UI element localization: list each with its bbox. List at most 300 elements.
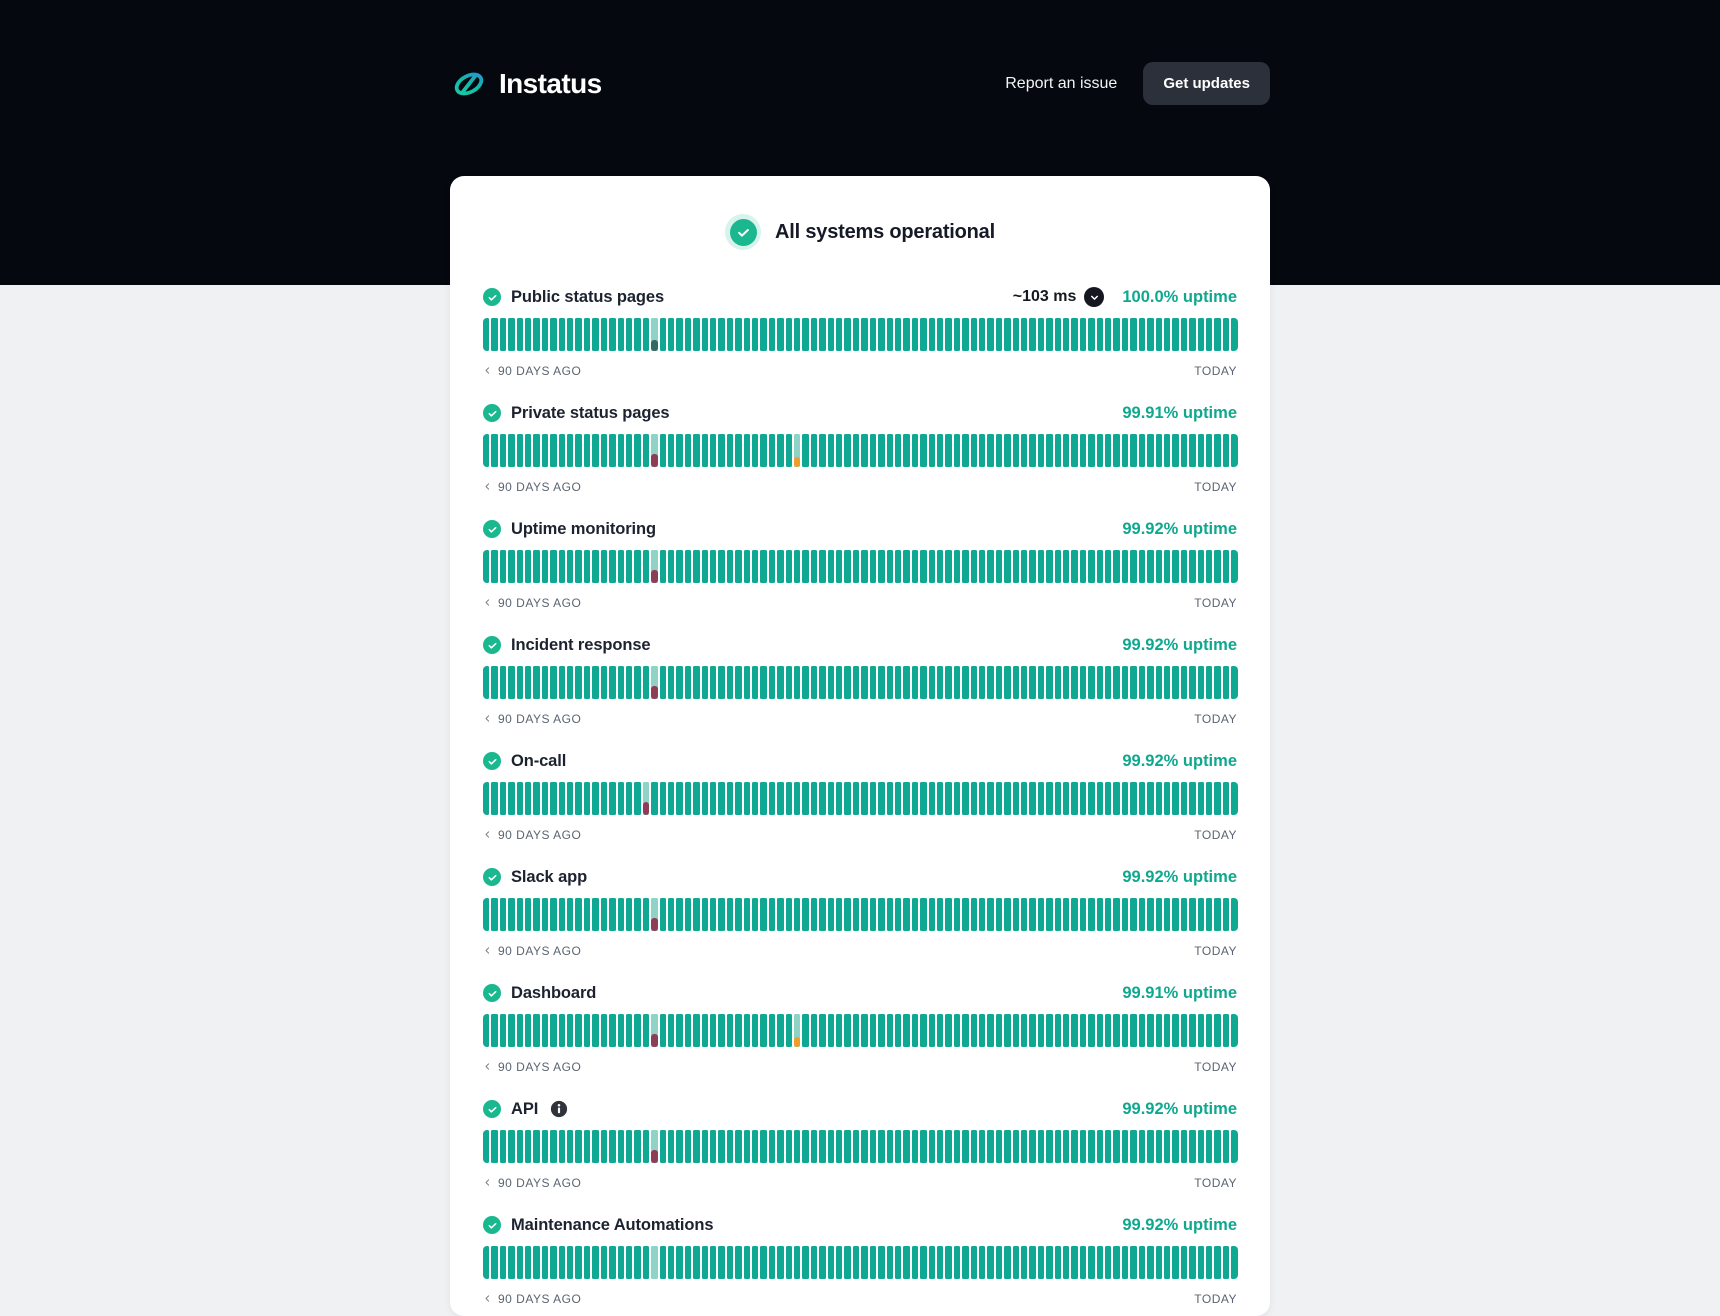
uptime-bar[interactable] — [676, 782, 682, 815]
uptime-bar[interactable] — [1139, 1246, 1145, 1279]
uptime-bar[interactable] — [651, 1014, 657, 1047]
uptime-bar[interactable] — [769, 898, 775, 931]
uptime-bar[interactable] — [878, 1130, 884, 1163]
uptime-bar[interactable] — [626, 1130, 632, 1163]
uptime-bar[interactable] — [1122, 782, 1128, 815]
uptime-bar[interactable] — [1189, 898, 1195, 931]
uptime-bar[interactable] — [651, 782, 657, 815]
uptime-bar[interactable] — [634, 782, 640, 815]
uptime-bar[interactable] — [651, 550, 657, 583]
uptime-bar[interactable] — [844, 1014, 850, 1047]
uptime-bar[interactable] — [828, 550, 834, 583]
uptime-bar[interactable] — [685, 666, 691, 699]
uptime-bar[interactable] — [794, 1246, 800, 1279]
uptime-bar[interactable] — [1113, 666, 1119, 699]
uptime-bar[interactable] — [887, 1014, 893, 1047]
uptime-bar[interactable] — [517, 666, 523, 699]
uptime-bar[interactable] — [601, 318, 607, 351]
uptime-bar[interactable] — [1080, 666, 1086, 699]
uptime-bar[interactable] — [878, 898, 884, 931]
uptime-bar[interactable] — [710, 550, 716, 583]
uptime-bar[interactable] — [559, 898, 565, 931]
uptime-bar[interactable] — [777, 1014, 783, 1047]
uptime-bar[interactable] — [491, 1130, 497, 1163]
uptime-bar[interactable] — [727, 1246, 733, 1279]
uptime-bar[interactable] — [618, 434, 624, 467]
uptime-bar[interactable] — [1038, 550, 1044, 583]
uptime-bar[interactable] — [887, 550, 893, 583]
uptime-bar[interactable] — [660, 898, 666, 931]
uptime-bar[interactable] — [626, 1014, 632, 1047]
uptime-bar[interactable] — [760, 434, 766, 467]
uptime-bar[interactable] — [962, 1130, 968, 1163]
uptime-bar[interactable] — [1139, 550, 1145, 583]
uptime-bar[interactable] — [836, 666, 842, 699]
uptime-bar[interactable] — [718, 1246, 724, 1279]
uptime-bar[interactable] — [483, 898, 489, 931]
uptime-bar[interactable] — [1223, 550, 1229, 583]
uptime-bar[interactable] — [1071, 434, 1077, 467]
uptime-bar[interactable] — [1088, 550, 1094, 583]
uptime-bar[interactable] — [483, 550, 489, 583]
uptime-bar[interactable] — [1172, 1246, 1178, 1279]
uptime-bar[interactable] — [1046, 666, 1052, 699]
uptime-bar[interactable] — [668, 1246, 674, 1279]
uptime-bar[interactable] — [979, 1246, 985, 1279]
uptime-bar[interactable] — [1130, 782, 1136, 815]
uptime-bar[interactable] — [1004, 666, 1010, 699]
uptime-bar[interactable] — [1172, 666, 1178, 699]
uptime-bar[interactable] — [752, 898, 758, 931]
uptime-bar[interactable] — [685, 434, 691, 467]
uptime-bar[interactable] — [702, 318, 708, 351]
uptime-bar[interactable] — [836, 898, 842, 931]
uptime-bar[interactable] — [828, 1246, 834, 1279]
uptime-bar[interactable] — [971, 898, 977, 931]
uptime-bar[interactable] — [575, 318, 581, 351]
uptime-bar[interactable] — [685, 318, 691, 351]
uptime-bar[interactable] — [1139, 1014, 1145, 1047]
uptime-bar[interactable] — [1181, 782, 1187, 815]
uptime-bar[interactable] — [1004, 1130, 1010, 1163]
uptime-bar[interactable] — [1088, 318, 1094, 351]
uptime-bar[interactable] — [1105, 318, 1111, 351]
uptime-bar[interactable] — [752, 434, 758, 467]
uptime-bar[interactable] — [693, 1130, 699, 1163]
uptime-bar[interactable] — [1122, 318, 1128, 351]
uptime-bar[interactable] — [853, 898, 859, 931]
uptime-bar[interactable] — [685, 782, 691, 815]
uptime-bar[interactable] — [802, 1246, 808, 1279]
uptime-bar[interactable] — [920, 1014, 926, 1047]
uptime-bar[interactable] — [962, 666, 968, 699]
uptime-bar[interactable] — [962, 1014, 968, 1047]
uptime-bar[interactable] — [676, 666, 682, 699]
uptime-bar[interactable] — [853, 782, 859, 815]
uptime-bar[interactable] — [508, 898, 514, 931]
uptime-bar[interactable] — [1139, 318, 1145, 351]
uptime-bar[interactable] — [601, 550, 607, 583]
uptime-bar[interactable] — [542, 434, 548, 467]
uptime-bar[interactable] — [1004, 550, 1010, 583]
uptime-bar[interactable] — [836, 1246, 842, 1279]
uptime-bar[interactable] — [945, 898, 951, 931]
uptime-bar[interactable] — [1021, 318, 1027, 351]
uptime-bar[interactable] — [651, 318, 657, 351]
uptime-bar[interactable] — [584, 666, 590, 699]
uptime-bar[interactable] — [794, 434, 800, 467]
uptime-bar[interactable] — [1147, 318, 1153, 351]
uptime-bar[interactable] — [567, 898, 573, 931]
uptime-bar[interactable] — [508, 1246, 514, 1279]
uptime-bar[interactable] — [1198, 782, 1204, 815]
uptime-bar[interactable] — [937, 318, 943, 351]
uptime-bar[interactable] — [971, 550, 977, 583]
uptime-bar[interactable] — [903, 318, 909, 351]
uptime-bar[interactable] — [937, 1130, 943, 1163]
uptime-bar[interactable] — [718, 318, 724, 351]
uptime-bar[interactable] — [710, 782, 716, 815]
uptime-bar[interactable] — [508, 1014, 514, 1047]
uptime-bar[interactable] — [1071, 550, 1077, 583]
uptime-bar[interactable] — [996, 434, 1002, 467]
uptime-bar[interactable] — [962, 434, 968, 467]
uptime-bar[interactable] — [702, 1246, 708, 1279]
uptime-bar[interactable] — [1088, 1014, 1094, 1047]
uptime-bar[interactable] — [1156, 898, 1162, 931]
uptime-bar[interactable] — [945, 1130, 951, 1163]
uptime-bar[interactable] — [542, 1130, 548, 1163]
uptime-bar[interactable] — [954, 1130, 960, 1163]
uptime-bar[interactable] — [634, 1246, 640, 1279]
uptime-bar[interactable] — [1105, 550, 1111, 583]
uptime-bar[interactable] — [533, 1130, 539, 1163]
uptime-bar[interactable] — [1029, 782, 1035, 815]
uptime-bar[interactable] — [954, 1014, 960, 1047]
uptime-bar[interactable] — [819, 1246, 825, 1279]
uptime-bar[interactable] — [668, 782, 674, 815]
uptime-bar[interactable] — [844, 434, 850, 467]
uptime-bar[interactable] — [592, 434, 598, 467]
uptime-bar[interactable] — [1013, 1130, 1019, 1163]
uptime-bar[interactable] — [735, 318, 741, 351]
uptime-bar[interactable] — [1172, 1014, 1178, 1047]
uptime-bar[interactable] — [609, 1246, 615, 1279]
uptime-bar[interactable] — [887, 1246, 893, 1279]
uptime-bar[interactable] — [668, 898, 674, 931]
uptime-bar[interactable] — [887, 1130, 893, 1163]
uptime-bar[interactable] — [1147, 1130, 1153, 1163]
uptime-bar[interactable] — [567, 434, 573, 467]
uptime-bar[interactable] — [954, 550, 960, 583]
uptime-bar[interactable] — [542, 666, 548, 699]
uptime-bar[interactable] — [676, 1130, 682, 1163]
uptime-bar[interactable] — [575, 666, 581, 699]
uptime-bar[interactable] — [651, 898, 657, 931]
uptime-bar[interactable] — [609, 434, 615, 467]
uptime-bar[interactable] — [634, 318, 640, 351]
uptime-bar[interactable] — [500, 898, 506, 931]
uptime-bar[interactable] — [861, 434, 867, 467]
uptime-bar[interactable] — [760, 1246, 766, 1279]
uptime-bar[interactable] — [861, 782, 867, 815]
uptime-bar[interactable] — [1164, 666, 1170, 699]
uptime-bar[interactable] — [1080, 898, 1086, 931]
uptime-bar[interactable] — [962, 318, 968, 351]
uptime-bar[interactable] — [903, 898, 909, 931]
uptime-bar[interactable] — [861, 318, 867, 351]
uptime-bar[interactable] — [550, 550, 556, 583]
uptime-bar[interactable] — [1080, 1014, 1086, 1047]
uptime-bar[interactable] — [878, 434, 884, 467]
uptime-bar[interactable] — [1122, 1014, 1128, 1047]
uptime-bar[interactable] — [668, 1130, 674, 1163]
uptime-bar[interactable] — [794, 782, 800, 815]
uptime-bar[interactable] — [676, 1246, 682, 1279]
uptime-bar[interactable] — [1156, 434, 1162, 467]
uptime-bar[interactable] — [929, 782, 935, 815]
uptime-bar[interactable] — [693, 434, 699, 467]
uptime-bar[interactable] — [1122, 434, 1128, 467]
uptime-bar[interactable] — [1038, 782, 1044, 815]
uptime-bar[interactable] — [752, 782, 758, 815]
uptime-bar[interactable] — [550, 434, 556, 467]
uptime-bar[interactable] — [878, 318, 884, 351]
uptime-bar[interactable] — [979, 1130, 985, 1163]
uptime-bar[interactable] — [1097, 782, 1103, 815]
uptime-bar[interactable] — [811, 1246, 817, 1279]
uptime-bar[interactable] — [1055, 1014, 1061, 1047]
uptime-bar[interactable] — [584, 434, 590, 467]
uptime-bar[interactable] — [517, 782, 523, 815]
uptime-bar[interactable] — [676, 550, 682, 583]
uptime-bar[interactable] — [987, 1246, 993, 1279]
uptime-bar[interactable] — [508, 550, 514, 583]
uptime-bar[interactable] — [1004, 898, 1010, 931]
uptime-bar[interactable] — [1214, 550, 1220, 583]
uptime-bar[interactable] — [643, 1246, 649, 1279]
uptime-bar[interactable] — [609, 782, 615, 815]
uptime-bar[interactable] — [920, 1130, 926, 1163]
uptime-bar[interactable] — [609, 898, 615, 931]
uptime-bar[interactable] — [844, 898, 850, 931]
uptime-bar[interactable] — [1080, 1130, 1086, 1163]
uptime-bar[interactable] — [727, 1130, 733, 1163]
uptime-bar[interactable] — [853, 434, 859, 467]
uptime-bar[interactable] — [643, 898, 649, 931]
uptime-bar[interactable] — [1231, 782, 1237, 815]
uptime-bar[interactable] — [769, 666, 775, 699]
uptime-bar[interactable] — [1139, 1130, 1145, 1163]
uptime-bar[interactable] — [542, 550, 548, 583]
uptime-bar[interactable] — [1206, 1130, 1212, 1163]
uptime-bar[interactable] — [1156, 318, 1162, 351]
uptime-bar[interactable] — [626, 782, 632, 815]
uptime-bar[interactable] — [1088, 666, 1094, 699]
uptime-bar[interactable] — [760, 782, 766, 815]
uptime-bar[interactable] — [760, 1130, 766, 1163]
uptime-bar[interactable] — [542, 782, 548, 815]
uptime-bar[interactable] — [786, 898, 792, 931]
uptime-bar[interactable] — [987, 1014, 993, 1047]
uptime-bar[interactable] — [962, 1246, 968, 1279]
uptime-bar[interactable] — [618, 898, 624, 931]
uptime-bar[interactable] — [1063, 1246, 1069, 1279]
brand[interactable] — [450, 65, 602, 103]
uptime-bar[interactable] — [954, 318, 960, 351]
uptime-bar[interactable] — [1097, 318, 1103, 351]
uptime-bar[interactable] — [1071, 1014, 1077, 1047]
uptime-bar[interactable] — [861, 1246, 867, 1279]
uptime-bar[interactable] — [996, 898, 1002, 931]
uptime-bar[interactable] — [903, 1246, 909, 1279]
uptime-bar[interactable] — [1038, 666, 1044, 699]
uptime-bar[interactable] — [861, 898, 867, 931]
uptime-bar[interactable] — [786, 434, 792, 467]
uptime-bar[interactable] — [668, 318, 674, 351]
uptime-bar[interactable] — [584, 318, 590, 351]
uptime-bar[interactable] — [693, 666, 699, 699]
uptime-bar[interactable] — [828, 898, 834, 931]
uptime-bar[interactable] — [685, 1130, 691, 1163]
uptime-bar[interactable] — [979, 782, 985, 815]
uptime-bar[interactable] — [668, 550, 674, 583]
uptime-bar[interactable] — [575, 898, 581, 931]
uptime-bar[interactable] — [903, 782, 909, 815]
uptime-bar[interactable] — [1130, 666, 1136, 699]
uptime-bar[interactable] — [1206, 434, 1212, 467]
uptime-bar[interactable] — [836, 782, 842, 815]
uptime-bar[interactable] — [1147, 550, 1153, 583]
uptime-bar[interactable] — [870, 666, 876, 699]
uptime-bar[interactable] — [744, 666, 750, 699]
uptime-bar[interactable] — [1198, 1246, 1204, 1279]
uptime-bar[interactable] — [525, 318, 531, 351]
uptime-bar[interactable] — [1198, 898, 1204, 931]
uptime-bar[interactable] — [744, 1246, 750, 1279]
uptime-bar[interactable] — [1029, 550, 1035, 583]
uptime-bar[interactable] — [533, 666, 539, 699]
uptime-bar[interactable] — [1206, 318, 1212, 351]
uptime-bar[interactable] — [618, 1130, 624, 1163]
uptime-bar[interactable] — [626, 318, 632, 351]
uptime-bar[interactable] — [634, 550, 640, 583]
uptime-bar[interactable] — [1013, 1014, 1019, 1047]
uptime-bar[interactable] — [870, 434, 876, 467]
uptime-bar[interactable] — [794, 1130, 800, 1163]
uptime-bar[interactable] — [567, 318, 573, 351]
uptime-bar[interactable] — [836, 1014, 842, 1047]
uptime-bar[interactable] — [601, 666, 607, 699]
uptime-bar[interactable] — [979, 550, 985, 583]
uptime-bar[interactable] — [828, 782, 834, 815]
uptime-bar[interactable] — [929, 1130, 935, 1163]
uptime-bar[interactable] — [1038, 898, 1044, 931]
uptime-bar[interactable] — [929, 318, 935, 351]
uptime-bar[interactable] — [685, 898, 691, 931]
uptime-bar[interactable] — [987, 782, 993, 815]
uptime-bar[interactable] — [559, 666, 565, 699]
uptime-bar[interactable] — [1021, 666, 1027, 699]
uptime-bar[interactable] — [1206, 666, 1212, 699]
uptime-bar[interactable] — [601, 1130, 607, 1163]
uptime-bar[interactable] — [794, 666, 800, 699]
uptime-bar[interactable] — [643, 318, 649, 351]
uptime-bar[interactable] — [903, 1130, 909, 1163]
uptime-bar[interactable] — [508, 666, 514, 699]
uptime-bar[interactable] — [1038, 1130, 1044, 1163]
uptime-bar[interactable] — [1181, 434, 1187, 467]
uptime-bar[interactable] — [979, 318, 985, 351]
uptime-bar[interactable] — [618, 666, 624, 699]
uptime-bar[interactable] — [769, 434, 775, 467]
uptime-bar[interactable] — [1156, 1130, 1162, 1163]
uptime-bar[interactable] — [702, 550, 708, 583]
uptime-bar[interactable] — [887, 898, 893, 931]
uptime-bar[interactable] — [996, 1014, 1002, 1047]
uptime-bar[interactable] — [693, 1246, 699, 1279]
uptime-bar[interactable] — [550, 666, 556, 699]
uptime-bar[interactable] — [819, 550, 825, 583]
uptime-bar[interactable] — [1105, 1246, 1111, 1279]
uptime-bar[interactable] — [861, 550, 867, 583]
uptime-bar[interactable] — [1130, 1014, 1136, 1047]
uptime-bar[interactable] — [483, 434, 489, 467]
uptime-bar[interactable] — [878, 1246, 884, 1279]
uptime-bar[interactable] — [1013, 666, 1019, 699]
uptime-bar[interactable] — [727, 1014, 733, 1047]
uptime-bar[interactable] — [929, 1014, 935, 1047]
uptime-bar[interactable] — [1038, 434, 1044, 467]
uptime-bar[interactable] — [1130, 1246, 1136, 1279]
uptime-bar[interactable] — [1071, 1246, 1077, 1279]
uptime-bar[interactable] — [1055, 434, 1061, 467]
uptime-bar[interactable] — [811, 550, 817, 583]
uptime-bar[interactable] — [1189, 1014, 1195, 1047]
uptime-bar[interactable] — [786, 1014, 792, 1047]
uptime-bar[interactable] — [794, 1014, 800, 1047]
uptime-bar[interactable] — [735, 1130, 741, 1163]
uptime-bar[interactable] — [1206, 782, 1212, 815]
uptime-bar[interactable] — [483, 666, 489, 699]
uptime-bar[interactable] — [525, 782, 531, 815]
uptime-bar[interactable] — [693, 318, 699, 351]
uptime-bar[interactable] — [929, 550, 935, 583]
uptime-bar[interactable] — [1164, 434, 1170, 467]
uptime-bar[interactable] — [491, 666, 497, 699]
uptime-bar[interactable] — [1214, 782, 1220, 815]
uptime-bar[interactable] — [870, 782, 876, 815]
uptime-bar[interactable] — [735, 666, 741, 699]
uptime-bar[interactable] — [1063, 898, 1069, 931]
uptime-bar[interactable] — [491, 434, 497, 467]
uptime-bar[interactable] — [1029, 318, 1035, 351]
uptime-bar[interactable] — [895, 434, 901, 467]
uptime-bar[interactable] — [996, 666, 1002, 699]
uptime-bar[interactable] — [1164, 898, 1170, 931]
uptime-bar[interactable] — [929, 1246, 935, 1279]
uptime-bar[interactable] — [954, 666, 960, 699]
uptime-bar[interactable] — [811, 666, 817, 699]
uptime-bar[interactable] — [777, 666, 783, 699]
uptime-bar[interactable] — [1097, 1130, 1103, 1163]
uptime-bar[interactable] — [769, 1130, 775, 1163]
uptime-bar[interactable] — [500, 1130, 506, 1163]
uptime-bar[interactable] — [727, 550, 733, 583]
uptime-bar[interactable] — [844, 550, 850, 583]
uptime-bar[interactable] — [1206, 1014, 1212, 1047]
uptime-bar[interactable] — [1130, 898, 1136, 931]
